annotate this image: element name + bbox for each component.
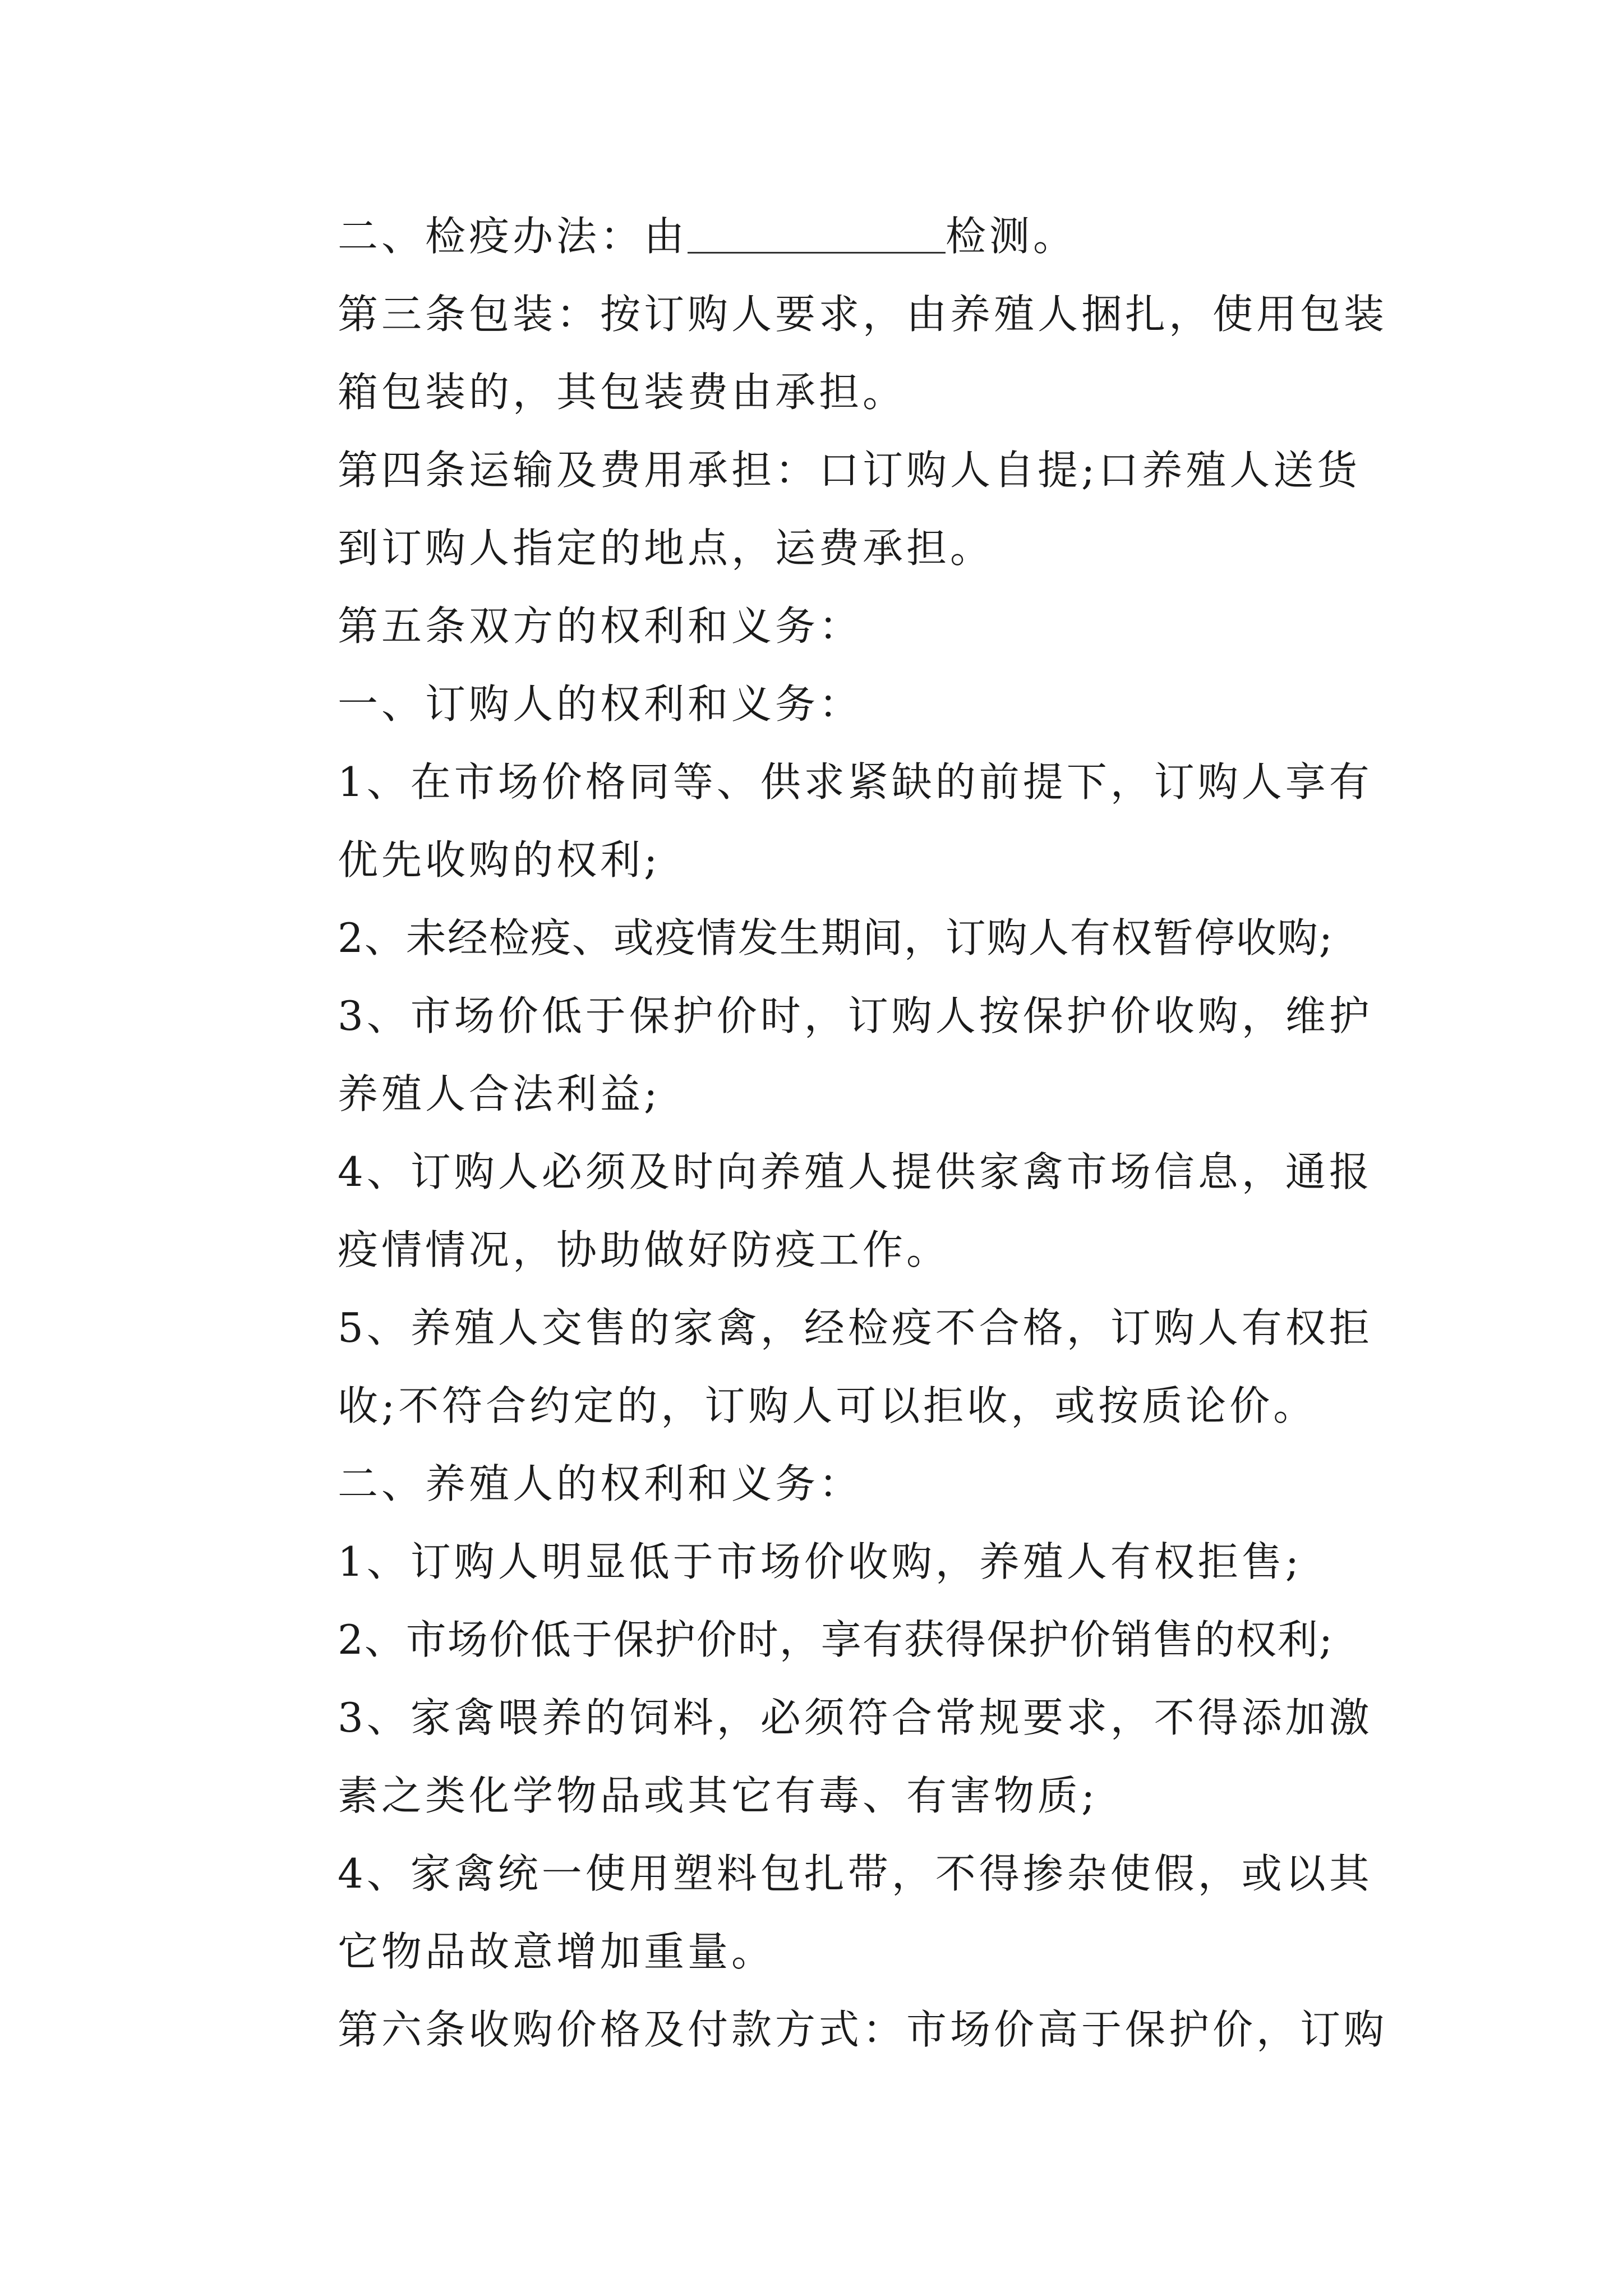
paragraph-buyer-item-5: 5、养殖人交售的家禽，经检疫不合格，订购人有权拒收;不符合约定的，订购人可以拒收，或按质论价。 xyxy=(338,1304,1373,1429)
paragraph-breeder-item-4: 4、家禽统一使用塑料包扎带，不得掺杂使假，或以其它物品故意增加重量。 xyxy=(338,1850,1373,1975)
paragraph-buyer-item-4: 4、订购人必须及时向养殖人提供家禽市场信息，通报疫情情况，协助做好防疫工作。 xyxy=(338,1148,1373,1273)
paragraph-article-3-packaging: 第三条包装：按订购人要求，由养殖人捆扎，使用包装箱包装的，其包装费由承担。 xyxy=(338,291,1388,416)
paragraph-text: 二、检疫办法：由 xyxy=(338,213,688,260)
paragraph-buyer-rights-heading: 一、订购人的权利和义务： xyxy=(338,680,863,728)
contract-text xyxy=(252,197,1402,2069)
paragraph-breeder-rights-heading: 二、养殖人的权利和义务： xyxy=(338,1460,863,1507)
paragraph-breeder-item-3: 3、家禽喂养的饲料，必须符合常规要求，不得添加激素之类化学物品或其它有毒、有害物质; xyxy=(338,1694,1373,1819)
paragraph-breeder-item-1: 1、订购人明显低于市场价收购，养殖人有权拒售; xyxy=(338,1538,1303,1585)
paragraph-buyer-item-2: 2、未经检疫、或疫情发生期间，订购人有权暂停收购; xyxy=(338,914,1334,961)
paragraph-breeder-item-2: 2、市场价低于保护价时，享有获得保护价销售的权利; xyxy=(338,1616,1334,1663)
paragraph-article-4-transport: 第四条运输及费用承担：口订购人自提;口养殖人送货到订购人指定的地点，运费承担。 xyxy=(338,447,1361,572)
paragraph-buyer-item-1: 1、在市场价格同等、供求紧缺的前提下，订购人享有优先收购的权利; xyxy=(338,758,1373,884)
blank-fill-line xyxy=(688,211,946,254)
paragraph-text: 检测。 xyxy=(946,213,1077,260)
paragraph-article-6-price: 第六条收购价格及付款方式：市场价高于保护价，订购 xyxy=(338,2006,1388,2053)
paragraph-article-5-rights: 第五条双方的权利和义务： xyxy=(338,602,863,650)
paragraph-buyer-item-3: 3、市场价低于保护价时，订购人按保护价收购，维护养殖人合法利益; xyxy=(338,992,1373,1117)
paragraph-quarantine-method xyxy=(252,197,1402,275)
